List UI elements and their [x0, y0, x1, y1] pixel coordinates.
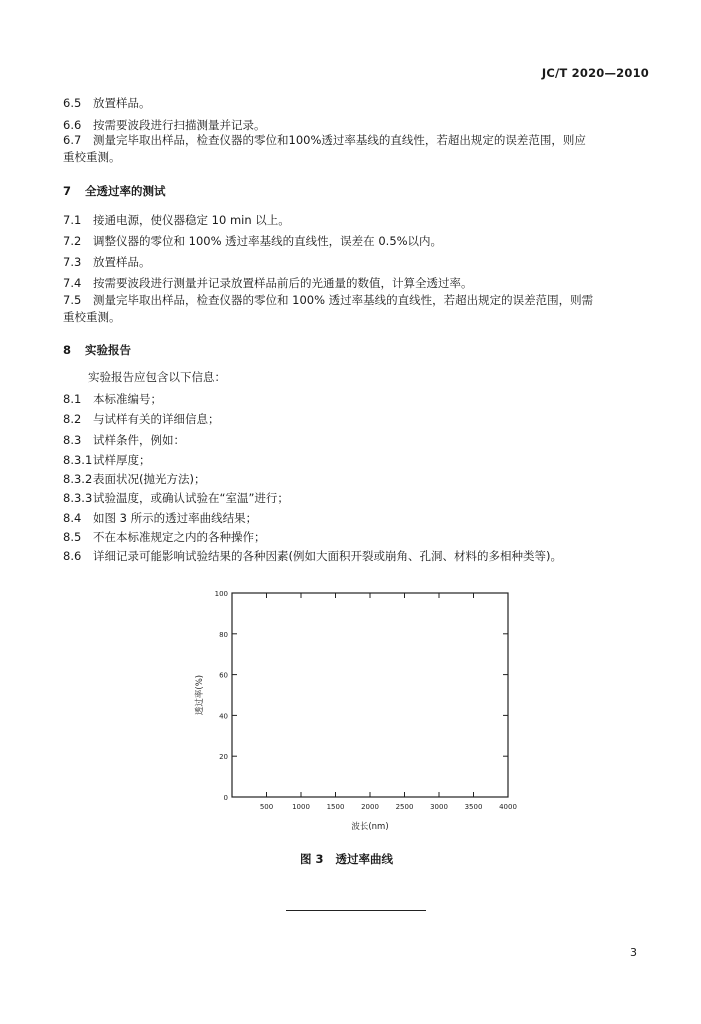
clause-line — [63, 275, 473, 291]
clause-line — [88, 369, 226, 385]
clause-text: 详细记录可能影响试验结果的各种因素(例如大面积开裂或崩角、孔洞、材料的多相种类等)。 — [93, 549, 562, 563]
clause-number: 8.2 — [63, 412, 82, 426]
clause-text: 实验报告应包含以下信息： — [88, 370, 226, 384]
y-tick-label: 60 — [219, 671, 228, 680]
page-number: 3 — [630, 946, 637, 959]
clause-number: 8.3.1 — [63, 453, 93, 467]
clause-text: 全透过率的测试 — [85, 184, 166, 198]
x-tick-label: 3500 — [464, 803, 483, 811]
clause-line — [63, 292, 593, 308]
clause-line — [63, 117, 266, 133]
clause-number: 8.4 — [63, 511, 82, 525]
clause-text: 测量完毕取出样品，检查仪器的零位和100%透过率基线的直线性，若超出规定的误差范围，则应 — [93, 133, 586, 147]
clause-number: 7.5 — [63, 293, 82, 307]
y-tick-label: 40 — [219, 712, 228, 721]
clause-text: 放置样品。 — [93, 96, 151, 110]
clause-line — [63, 432, 185, 448]
clause-text: 本标准编号； — [93, 392, 162, 406]
x-tick-label: 500 — [259, 803, 274, 811]
clause-number: 8.6 — [63, 549, 82, 563]
clause-text: 不在本标准规定之内的各种操作； — [93, 530, 266, 544]
clause-text: 按需要波段进行测量并记录放置样品前后的光通量的数值，计算全透过率。 — [93, 276, 473, 290]
clause-number: 7.2 — [63, 234, 82, 248]
clause-number: 6.7 — [63, 133, 82, 147]
clause-number: 7 — [63, 184, 72, 198]
x-tick-label: 2500 — [395, 803, 414, 811]
clause-line — [63, 548, 562, 564]
figure-caption — [300, 851, 393, 867]
clause-number: 8.3.3 — [63, 491, 93, 505]
clause-number: 7.4 — [63, 276, 82, 290]
clause-line — [63, 510, 257, 526]
section-heading — [63, 183, 166, 199]
clause-text: 调整仪器的零位和 100% 透过率基线的直线性，误差在 0.5%以内。 — [93, 234, 443, 248]
clause-number: 6.6 — [63, 118, 82, 132]
clause-line — [63, 529, 266, 545]
x-axis-label: 波长(nm) — [351, 822, 389, 832]
clause-number: 7.3 — [63, 255, 82, 269]
x-tick-label: 1000 — [292, 803, 310, 811]
y-tick-label: 0 — [223, 794, 228, 802]
y-tick-label: 100 — [214, 590, 228, 598]
clause-number: 8.5 — [63, 530, 82, 544]
clause-continuation: 重校重测。 — [63, 310, 121, 324]
clause-number: 8.3.2 — [63, 472, 93, 486]
x-tick-label: 2000 — [361, 803, 379, 811]
clause-text: 试样厚度； — [93, 453, 151, 467]
clause-line — [63, 490, 289, 506]
y-axis-label: 透过率(%) — [195, 674, 205, 716]
x-tick-label: 1500 — [326, 803, 345, 811]
y-tick-label: 20 — [219, 753, 228, 762]
clause-line — [63, 212, 290, 228]
clause-line — [63, 95, 151, 111]
x-tick-label: 4000 — [499, 803, 517, 811]
figure-label: 图 3 — [300, 852, 324, 866]
chart-svg — [190, 585, 530, 835]
end-rule — [286, 910, 426, 911]
clause-text: 表面状况(抛光方法)； — [93, 472, 206, 486]
standard-code: JC/T 2020—2010 — [541, 66, 649, 80]
clause-number: 6.5 — [63, 96, 82, 110]
clause-line — [63, 391, 162, 407]
clause-text: 按需要波段进行扫描测量并记录。 — [93, 118, 266, 132]
clause-line — [63, 452, 151, 468]
clause-line — [63, 471, 205, 487]
clause-text: 放置样品。 — [93, 255, 151, 269]
clause-text: 接通电源，使仪器稳定 10 min 以上。 — [93, 213, 290, 227]
clause-text: 测量完毕取出样品，检查仪器的零位和 100% 透过率基线的直线性，若超出规定的误差范围，则需 — [93, 293, 594, 307]
clause-continuation: 重校重测。 — [63, 150, 121, 164]
clause-line — [63, 411, 220, 427]
clause-line — [63, 233, 442, 249]
clause-number: 8.1 — [63, 392, 82, 406]
clause-text: 如图 3 所示的透过率曲线结果； — [93, 511, 258, 525]
y-tick-label: 80 — [219, 630, 228, 639]
clause-line — [63, 254, 151, 270]
clause-number: 8 — [63, 343, 72, 357]
x-tick-label: 3000 — [430, 803, 448, 811]
figure-title: 透过率曲线 — [335, 852, 394, 866]
plot-frame — [232, 593, 508, 797]
clause-line — [63, 132, 586, 148]
clause-number: 8.3 — [63, 433, 82, 447]
clause-text: 与试样有关的详细信息； — [93, 412, 220, 426]
clause-number: 7.1 — [63, 213, 82, 227]
clause-text: 试样条件，例如： — [93, 433, 185, 447]
transmittance-chart — [190, 585, 530, 835]
section-heading — [63, 342, 131, 358]
clause-text: 实验报告 — [85, 343, 131, 357]
clause-text: 试验温度，或确认试验在“室温”进行； — [93, 491, 289, 505]
